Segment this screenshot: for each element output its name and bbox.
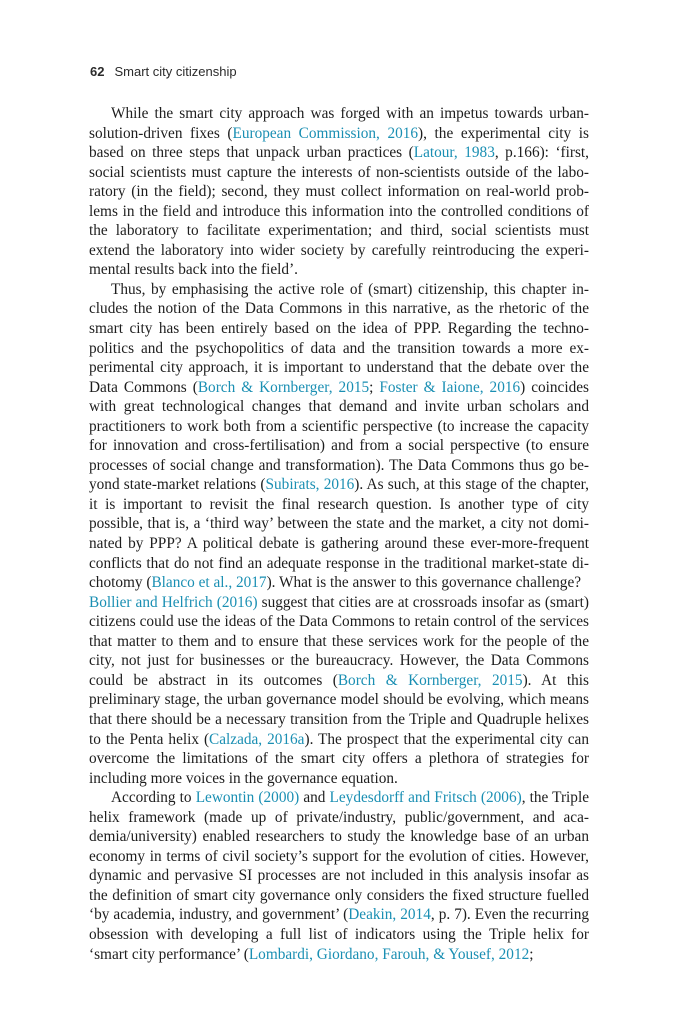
text-run: ), the experimental city is based on three steps that unpack urban practices ( [89,124,589,162]
text-run: ). What is the answer to this governance challenge? [266,574,582,592]
text-run: ). The prospect that the experimental city can overcome the limitations of the smart city offers a plethora of strategies for including more voices in the governance equation. [89,730,589,787]
paragraph-3 [89,593,589,788]
paragraph-2 [89,280,589,593]
text-run: ). At this preliminary stage, the urban governance model should be evolving, which means that there should be a necessary transition from the Triple and Quadruple helixes to the Penta helix ( [89,671,589,748]
text-run: , p.166): ‘first, social scientists must capture the interests of non-scientists outside of the laboratory (in the field); second, they must collect information on real-world problems in the field and introduce this information into the controlled conditions of the laboratory to facilitate experimentation; and third, social scientists must extend the laboratory into wider society by carefully reintroducing the experimental results back into the field’. [89,144,590,279]
text-run: ) coincides with great technological changes that demand and invite urban scholars and practitioners to work both from a scientific perspective (to increase the capacity for innovation and cross-fertilisation) and from a social perspective (to ensure processes of social change and transformation). The Data Commons thus go beyond state-market relations ( [89,378,589,494]
page-number: 62 [90,64,105,79]
text-run: and [299,789,330,807]
citation-link[interactable]: European Commission, 2016 [232,124,419,142]
text-run: , p. 7). Even the recurring obsession with developing a full list of indicators using the Triple helix for ‘smart city performance’ ( [89,906,589,963]
citation-link[interactable]: Lewontin (2000) [195,789,300,807]
text-run: suggest that cities are at crossroads insofar as (smart) citizens could use the ideas of the Data Commons to retain control of the services that matter to them and to ensure that these services work for the people of the city, not just for businesses or the bureaucracy. However, the Data Commons could be abstract in its outcomes ( [89,593,589,689]
citation-link[interactable]: Bollier and Helfrich (2016) [89,593,258,611]
text-run: According to [111,789,196,807]
citation-link[interactable]: Deakin, 2014 [348,906,431,924]
citation-link[interactable]: Calzada, 2016a [209,730,305,748]
running-header [90,64,237,79]
citation-link[interactable]: Blanco et al., 2017 [151,574,267,592]
running-title: Smart city citizenship [114,64,237,79]
paragraph-1 [89,104,589,280]
body-text [89,104,589,964]
text-run: Thus, by emphasising the active role of (smart) citizenship, this chapter includes the notion of the Data Commons in this narrative, as the rhetoric of the smart city has been entirely based on the idea of PPP. Regarding the techno-politics and the psychopolitics of data and the transition towards a more experimental city approach, it is important to understand that the debate over the Data Commons ( [89,280,589,396]
citation-link[interactable]: Subirats, 2016 [265,476,355,494]
text-run: ). As such, at this stage of the chapter, it is important to revisit the final research question. Is another type of city possible, that is, a ‘third way’ between the state and the market, a city not dominated by PPP? A political debate is gathering around these ever-more-frequent conflicts that do not find an adequate response in the traditional market-state dichotomy ( [89,476,589,592]
citation-link[interactable]: Leydesdorff and Fritsch (2006) [329,789,522,807]
text-run: , the Triple helix framework (made up of private/industry, public/government, and academia/university) enabled researchers to study the knowledge base of an urban economy in terms of civil society’s support for the evolution of cities. However, dynamic and pervasive SI processes are not included in this analysis insofar as the definition of smart city governance only considers the fixed structure fuelled ‘by academia, industry, and government’ ( [89,789,589,924]
text-run: ; [369,378,380,396]
citation-link[interactable]: Foster & Iaione, 2016 [379,378,521,396]
text-run: ; [529,945,534,963]
citation-link[interactable]: Borch & Kornberger, 2015 [337,671,523,689]
paragraph-4 [89,788,589,964]
citation-link[interactable]: Latour, 1983 [413,144,495,162]
text-run: While the smart city approach was forged with an impetus towards urban-solution-driven fixes ( [89,105,589,142]
citation-link[interactable]: Borch & Kornberger, 2015 [197,378,370,396]
citation-link[interactable]: Lombardi, Giordano, Farouh, & Yousef, 2012 [248,945,530,963]
